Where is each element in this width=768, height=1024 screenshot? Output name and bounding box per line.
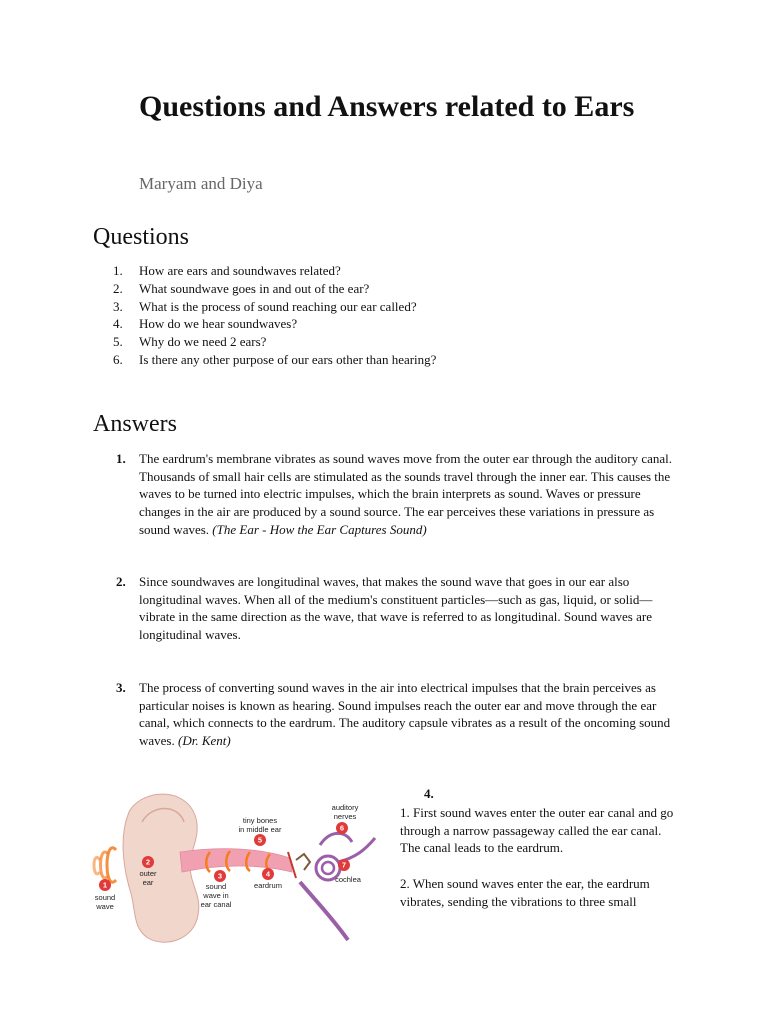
ear-anatomy-diagram (90, 790, 390, 950)
label-tiny-bones: tiny bones (242, 816, 278, 825)
question-text: Is there any other purpose of our ears other than hearing? (139, 351, 437, 367)
answer-1 (113, 450, 678, 539)
question-text: How do we hear soundwaves? (139, 316, 298, 332)
answer-text: The eardrum's membrane vibrates as sound waves move from the outer ear through the auditory canal. Thousands of small hair cells are stimulated as the sounds travel through the inner ear. This causes the waves to be turned into electric impulses, which the brain interprets as sound. Waves or pressure changes in the air are produced by a sound source. The ear perceives these variations in pressure as sound waves. (139, 451, 672, 537)
question-item (113, 262, 436, 280)
questions-list (113, 262, 436, 369)
answer-4 (400, 804, 682, 910)
answer-number: 1. (116, 451, 126, 466)
auditory-nerve-shape (338, 838, 375, 862)
answer-citation: (Dr. Kent) (178, 733, 231, 749)
question-item (113, 333, 436, 351)
marker-4 (262, 868, 274, 880)
question-number: 6. (113, 351, 123, 367)
svg-text:4: 4 (265, 869, 271, 879)
answer-number: 2. (116, 574, 126, 589)
label-sound-wave-in-canal: sound (205, 882, 227, 891)
answer-text: Since soundwaves are longitudinal waves, that makes the sound wave that goes in our ear also longitudinal waves. When all of the medium's constituent particles—such as gas, liquid, or solid—vibrate in the same direction as the wave, that wave is referred to as longitudinal. Sound waves are longitudinal waves. (139, 574, 653, 643)
marker-1 (99, 879, 111, 891)
answer-4-paragraph: 2. When sound waves enter the ear, the eardrum vibrates, sending the vibrations to three small (400, 875, 650, 909)
question-number: 5. (113, 334, 123, 350)
marker-2 (142, 856, 154, 868)
label-sound-wave-in-canal: wave in (203, 891, 229, 900)
answer-4-number: 4. (424, 786, 434, 801)
sound-wave-arc (107, 848, 116, 882)
marker-3 (214, 870, 226, 882)
ear-canal-shape (180, 849, 292, 872)
question-number: 3. (113, 298, 123, 314)
question-item (113, 315, 436, 333)
semicircular-canal (320, 833, 352, 845)
label-auditory-nerves: auditory (331, 803, 359, 812)
answer-citation: (The Ear - How the Ear Captures Sound) (212, 521, 427, 537)
question-text: Why do we need 2 ears? (139, 334, 267, 350)
question-item (113, 351, 436, 369)
label-outer-ear: ear (142, 878, 154, 887)
label-eardrum: eardrum (254, 881, 282, 890)
document-title: Questions and Answers related to Ears (139, 90, 635, 123)
svg-text:6: 6 (339, 823, 345, 833)
question-item (113, 298, 436, 316)
label-cochlea: cochlea (335, 875, 361, 884)
marker-7 (338, 859, 350, 871)
svg-text:2: 2 (145, 857, 151, 867)
questions-heading: Questions (93, 224, 189, 250)
question-text: What is the process of sound reaching our ear called? (139, 298, 417, 314)
marker-6 (336, 822, 348, 834)
label-tiny-bones: in middle ear (238, 825, 282, 834)
question-number: 2. (113, 280, 123, 296)
answer-text: The process of converting sound waves in the air into electrical impulses that the brain perceives as particular noises is known as hearing. Sound impulses reach the outer ear and move through the ear canal, which connects to the eardrum. The auditory capsule vibrates as a result of the oncoming sound waves. (139, 680, 671, 749)
question-number: 1. (113, 263, 123, 278)
label-sound-wave: wave (96, 902, 114, 911)
answer-2 (113, 573, 678, 644)
svg-text:1: 1 (102, 880, 108, 890)
document-authors: Maryam and Diya (139, 174, 263, 193)
answer-4-paragraph: 1. First sound waves enter the outer ear canal and go through a narrow passageway called the ear canal. The canal leads to the eardrum. (400, 805, 674, 856)
question-text: How are ears and soundwaves related? (139, 263, 341, 278)
cochlea-inner (322, 862, 334, 874)
svg-text:7: 7 (341, 860, 347, 870)
label-sound-wave-in-canal: ear canal (200, 900, 232, 909)
label-outer-ear: outer (139, 869, 157, 878)
answers-heading: Answers (93, 411, 177, 437)
svg-text:3: 3 (217, 871, 223, 881)
question-text: What soundwave goes in and out of the ear? (139, 280, 370, 296)
eustachian-tube-shape (300, 882, 348, 940)
question-number: 4. (113, 316, 123, 332)
answer-number: 3. (116, 680, 126, 695)
marker-5 (254, 834, 266, 846)
middle-ear-bones (296, 854, 310, 870)
label-auditory-nerves: nerves (333, 812, 357, 821)
label-sound-wave: sound (94, 893, 116, 902)
svg-text:5: 5 (257, 835, 263, 845)
question-item (113, 280, 436, 298)
answer-3 (113, 679, 678, 750)
